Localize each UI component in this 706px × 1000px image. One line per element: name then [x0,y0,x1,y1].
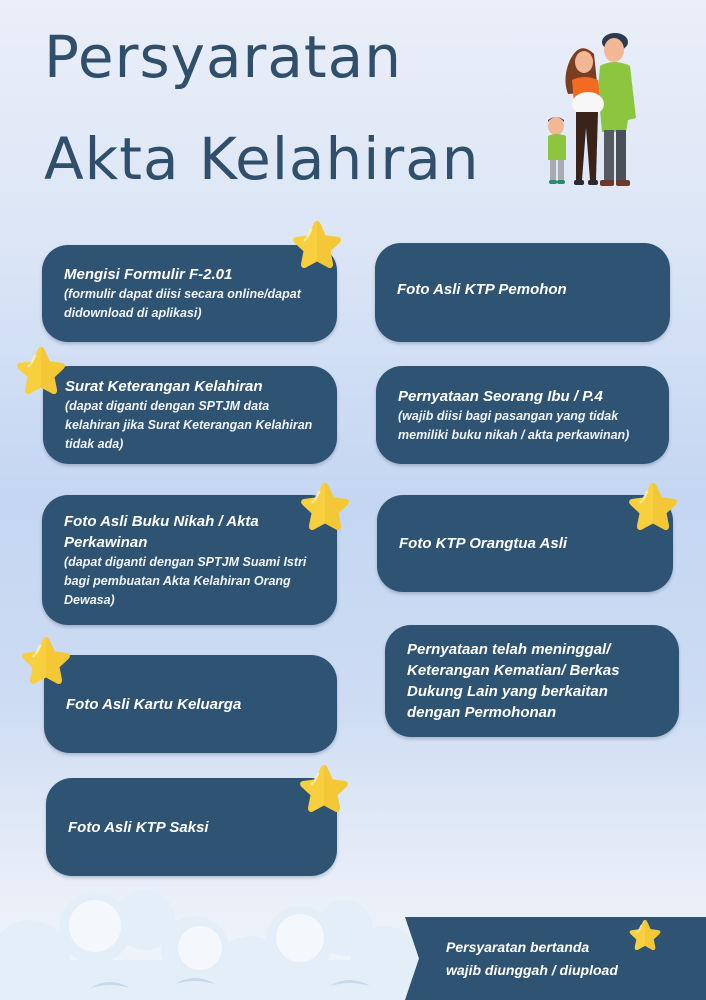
requirement-pernyataan-meninggal [385,625,679,737]
requirement-title: Mengisi Formulir F-2.01 [64,266,233,283]
star-icon [296,480,354,536]
requirement-note: (wajib diisi bagi pasangan yang tidak memiliki buku nikah / akta perkawinan) [398,408,630,442]
requirement-kartu-keluarga [44,655,337,753]
star-icon [295,762,353,818]
requirement-title: Foto Asli KTP Pemohon [397,281,567,298]
requirement-ktp-pemohon [375,243,670,342]
requirement-title: Surat Keterangan Kelahiran [65,378,263,395]
star-icon [12,344,70,400]
star-icon [288,218,346,274]
requirement-buku-nikah [42,495,337,625]
requirement-surat-keterangan-kelahiran [43,366,337,464]
legend-line-1: Persyaratan bertanda [446,939,590,955]
requirement-title: Pernyataan telah meninggal/ Keterangan Kematian/ Berkas Dukung Lain yang berkaitan dengan Permohonan [407,641,620,721]
requirement-ktp-saksi [46,778,337,876]
star-icon [624,480,682,536]
requirement-title: Foto Asli Kartu Keluarga [66,695,242,713]
page-title-line-1: Persyaratan [44,23,402,91]
family-illustration-icon [548,28,648,190]
requirement-note: (dapat diganti dengan SPTJM data kelahiran jika Surat Keterangan Kelahiran tidak ada) [65,399,313,451]
requirement-title: Pernyataan Seorang Ibu / P.4 [398,387,603,405]
requirement-note: (formulir dapat diisi secara online/dapat didownload di aplikasi) [64,287,301,320]
page-title-line-2: Akta Kelahiran [44,125,480,193]
clouds-decoration-icon [0,880,440,1000]
requirement-note: (dapat diganti dengan SPTJM Suami Istri bagi pembuatan Akta Kelahiran Orang Dewasa) [64,554,307,607]
star-icon [17,634,75,690]
requirement-title: Foto KTP Orangtua Asli [399,535,568,552]
legend-line-2: wajib diunggah / diupload [446,962,618,978]
legend-text [446,936,618,982]
star-icon [626,918,664,954]
requirement-title: Foto Asli Buku Nikah / Akta Perkawinan [64,512,259,551]
requirement-title: Foto Asli KTP Saksi [68,818,209,836]
requirement-pernyataan-ibu [376,366,669,464]
